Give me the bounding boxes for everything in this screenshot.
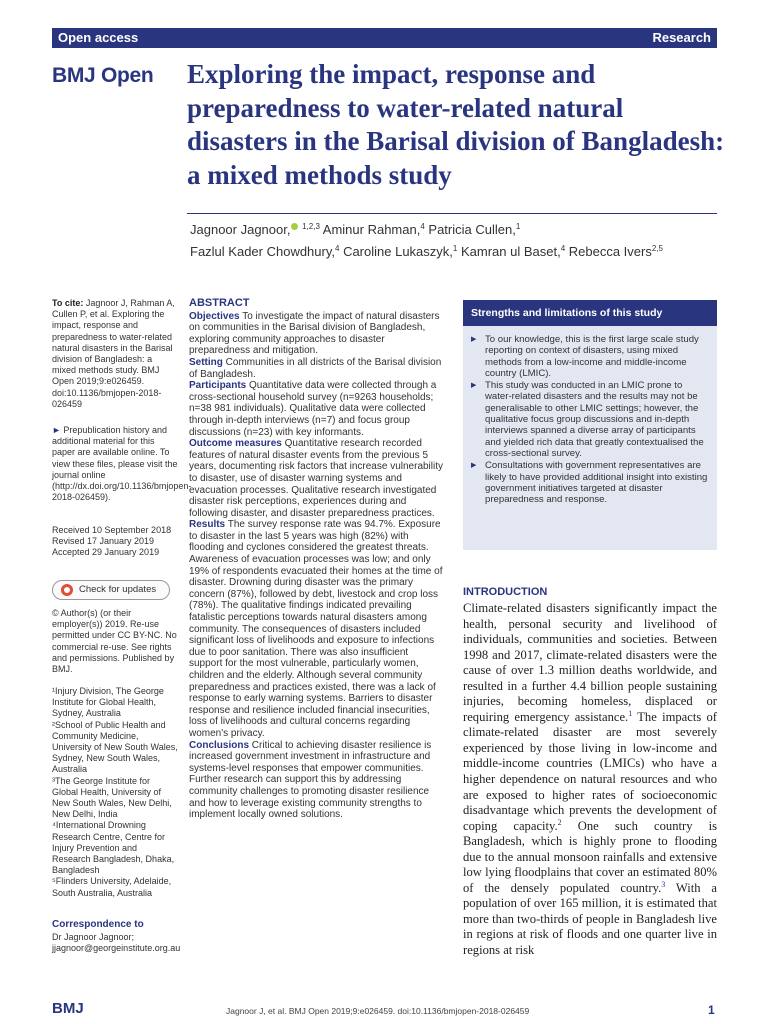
copyright-notice: © Author(s) (or their employer(s)) 2019. Re-use permitted under CC BY-NC. No commercial re-use. See rights and permissions. Published by BMJ. <box>52 608 177 675</box>
correspondence-name: Dr Jagnoor Jagnoor; <box>52 932 135 942</box>
affiliation: ³The George Institute for Global Health, University of New South Wales, New Delhi, New Delhi, India <box>52 775 172 820</box>
affiliations <box>52 686 178 899</box>
affiliation: ¹Injury Division, The George Institute for Global Health, Sydney, Australia <box>52 686 164 719</box>
top-banner <box>52 28 717 48</box>
abstract: ABSTRACT Objectives To investigate the impact of natural disasters on communities in the Barisal division of Bangladesh, exploring community approaches to disaster preparedness and mitigation. Setting Communities in all districts of the Barisal division of Bangladesh. Participants Quantitative data were collected through a cross-sectional household survey (n=9263 households; n=38 981 individuals). Qualitative data were collected through in-depth interviews (n=7) and focus group discussions (n=23) with key informants. Outcome measures Quantitative research recorded features of natural disaster events from the previous 5 years, documenting risk factors that increase vulnerability to disaster, use of disaster warning systems and evacuation processes. Qualitative research investigated disaster risk perceptions, experiences during and following disaster, and disaster preparedness practices. Results The survey response rate was 94.7%. Exposure to disaster in the last 5 years was high (82%) with flooding and cyclones considered the greatest threats. Awareness of evacuation processes was low; and only 19% of respondents evacuated their homes at the time of disaster. Drowning during disaster was the primary concern (87%), followed by debt, livestock and crop loss (78%). The qualitative findings indicated prevailing fatalistic perceptions towards natural disasters among community. The consequences of disasters included significant loss of livelihoods and exposure to infections due to poor sanitation. There was also insufficient support for the most vulnerable, particularly women, children and the elderly. Although several community preparedness and practices existed, there was a lack of response to early warning systems. Barriers to disaster response and resilience included financial insecurities, loss of livelihoods and cultural concerns regarding women's privacy. Conclusions Critical to achieving disaster resilience is increased government investment in infrastructure and systems-level responses that empower communities. Further research can support this by addressing community challenges to promoting disaster resilience and how to leverage existing community strengths to implement locally owned solutions. <box>189 297 444 821</box>
bmj-footer-logo: BMJ <box>52 1000 84 1017</box>
author-name[interactable]: Jagnoor Jagnoor, <box>190 222 291 237</box>
page-number: 1 <box>708 1003 715 1017</box>
introduction-text: Climate-related disasters significantly impact the health, personal security and livelihood of individuals, communities and societies. Between 1998 and 2017, climate-related disasters were the cause of over 1.3 million deaths worldwide, and resulted in a further 4.4 billion people sustaining injuries, becoming homeless, displaced or requiring emergency assistance.$^1$ The impacts of climate-related disaster are most severely experienced by those living in low-income and middle-income countries (LMICs) who have a higher dependence on natural resources and who are exposed to higher rates of socioeconomic disadvantage which prevents the development of coping capacity.$^2$ One such country is Bangladesh, which is highly prone to flooding due to the annual monsoon rainfalls and extensive low lying floodplains that cover an estimated 80% of the densely populated country.$^3$ With a population of over 165 million, it is estimated that more than two-thirds of people in Bangladesh live in regions at risk of floods and one quarter live in regions at risk <box>463 601 718 958</box>
orcid-icon[interactable] <box>291 223 298 230</box>
bullet-icon: ► <box>52 425 61 435</box>
category-label: Research <box>652 30 711 45</box>
list-item: ▶ Consultations with government representatives are likely to have provided additional insight into existing government initiatives targeted at disaster preparedness and response. <box>471 460 709 505</box>
reference-link[interactable]: 2 <box>557 817 562 827</box>
author-name[interactable]: Caroline Lukaszyk, <box>339 244 453 259</box>
author-name[interactable]: Rebecca Ivers <box>565 244 652 259</box>
strengths-limitations-box <box>463 300 717 550</box>
box-heading: Strengths and limitations of this study <box>463 300 717 326</box>
strengths-list <box>463 326 717 505</box>
author-name[interactable]: Fazlul Kader Chowdhury, <box>190 244 335 259</box>
received-date: Received 10 September 2018 <box>52 525 172 535</box>
author-name[interactable]: Kamran ul Baset, <box>457 244 561 259</box>
reference-link[interactable]: 1 <box>628 708 633 718</box>
revised-date: Revised 17 January 2019 <box>52 536 155 547</box>
affiliation: ⁴International Drowning Research Centre, Centre for Injury Prevention and Research Bangladesh, Dhaka, Bangladesh <box>52 820 175 876</box>
correspondence-heading: Correspondence to <box>52 919 144 930</box>
history-dates <box>52 525 178 559</box>
prepublication-note: ► Prepublication history and additional material for this paper are available online. To view these files, please visit the journal online (http://dx.doi.org/10.1136/bmjopen-2018-026459). <box>52 425 192 503</box>
article-title: Exploring the impact, response and preparedness to water-related natural disasters in the Barisal division of Bangladesh: a mixed methods study <box>187 59 725 190</box>
footer-citation: Jagnoor J, et al. BMJ Open 2019;9:e026459. doi:10.1136/bmjopen-2018-026459 <box>226 1006 530 1016</box>
crossmark-icon <box>61 584 73 596</box>
check-for-updates-button[interactable]: Check for updates <box>52 580 170 600</box>
accepted-date: Accepted 29 January 2019 <box>52 547 160 558</box>
list-item: ▶ To our knowledge, this is the first large scale study reporting on context of disasters, using mixed methods from a low-income and middle-income country (LMIC). <box>471 334 709 379</box>
author-list: Jagnoor Jagnoor, $^{1,2,3}$ Aminur Rahman,$^4$ Patricia Cullen,$^1$ Fazlul Kader Chowdhury,$^4$ Caroline Lukaszyk,$^1$ Kamran ul Baset,$^4$ Rebecca Ivers$^{2,5}$ <box>190 222 663 259</box>
author-name[interactable]: Aminur Rahman, <box>319 222 421 237</box>
journal-logo: BMJ Open <box>52 64 154 87</box>
abstract-heading: ABSTRACT <box>189 297 250 309</box>
correspondence <box>52 932 181 954</box>
affiliation: ²School of Public Health and Community Medicine, University of New South Wales, Sydney, New South Wales, Australia <box>52 719 178 775</box>
title-divider <box>187 213 717 214</box>
open-access-label: Open access <box>58 30 139 45</box>
author-name[interactable]: Patricia Cullen, <box>424 222 516 237</box>
list-item: ▶ This study was conducted in an LMIC prone to water-related disasters and the results may not be generalisable to other LMIC settings; however, the qualitative focus group discussions and in-depth interviews spanned a diverse array of participants and yielded rich data that greatly contextualised the cross-sectional survey. <box>471 380 709 459</box>
reference-link[interactable]: 3 <box>661 879 666 889</box>
affiliation: ⁵Flinders University, Adelaide, South Australia, Australia <box>52 876 172 898</box>
citation-block: To cite: Jagnoor J, Rahman A, Cullen P, et al. Exploring the impact, response and preparedness to water-related natural disasters in the Barisal division of Bangladesh: a mixed methods study. BMJ Open 2019;9:e026459. doi:10.1136/bmjopen-2018-026459 <box>52 298 175 409</box>
introduction-heading: INTRODUCTION <box>463 586 548 598</box>
correspondence-email[interactable]: jjagnoor@georgeinstitute.org.au <box>52 943 181 954</box>
